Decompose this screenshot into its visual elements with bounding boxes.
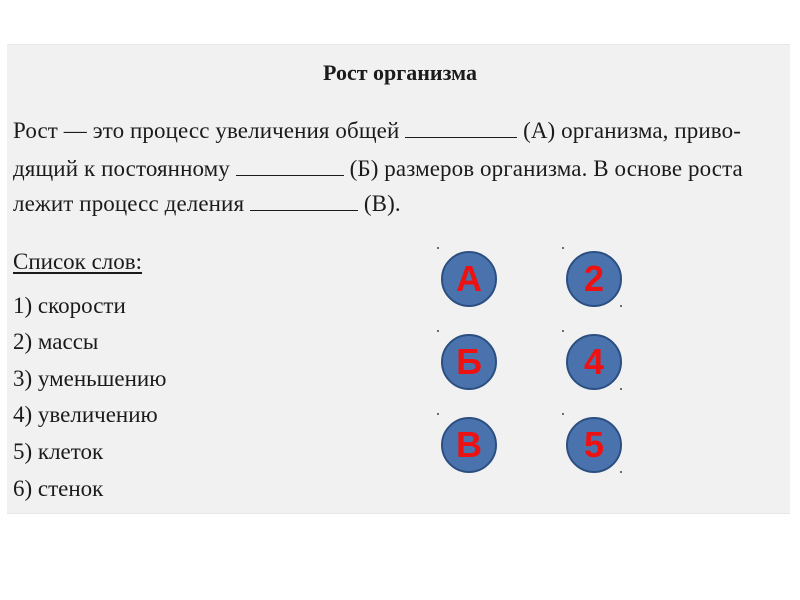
word-item: 1) скорости	[13, 293, 126, 318]
word-list-title: Список слов:	[13, 249, 143, 274]
grid-dot	[620, 471, 622, 473]
answer-letter-circle	[441, 251, 497, 307]
word-item: 4) увеличению	[13, 402, 158, 427]
answer-number: 2	[583, 258, 605, 299]
word-item: 5) клеток	[13, 439, 104, 464]
answer-number: 4	[583, 341, 605, 382]
text-line-1	[13, 118, 741, 144]
blank-b	[236, 174, 344, 176]
answer-letter: Б	[456, 341, 482, 382]
text-line-2-start: дящий к постоянному	[13, 156, 230, 181]
answer-number-circle	[566, 251, 622, 307]
grid-dot	[562, 247, 564, 249]
text-line-2-end: (Б) размеров организма. В основе роста	[349, 156, 743, 181]
grid-dot	[437, 330, 439, 332]
blank-a	[405, 136, 517, 138]
grid-dot	[620, 305, 622, 307]
word-item: 3) уменьшению	[13, 366, 167, 391]
answer-letter-circle	[441, 334, 497, 390]
text-line-1-start: Рост — это процесс увеличения общей	[13, 118, 400, 143]
answer-number-circle	[566, 334, 622, 390]
grid-dot	[437, 413, 439, 415]
grid-dot	[562, 330, 564, 332]
worksheet-title: Рост организма	[323, 60, 477, 85]
grid-dot	[562, 413, 564, 415]
answer-letter: А	[456, 258, 482, 299]
answer-letter-circle	[441, 417, 497, 473]
scanned-worksheet	[7, 44, 790, 514]
grid-dot	[437, 247, 439, 249]
word-item: 6) стенок	[13, 476, 104, 501]
answer-number-circle	[566, 417, 622, 473]
text-line-3-start: лежит процесс деления	[13, 191, 245, 216]
text-line-3	[13, 191, 401, 217]
grid-dot	[620, 388, 622, 390]
answer-number: 5	[583, 424, 605, 465]
blank-c	[250, 209, 358, 211]
text-line-2	[13, 156, 743, 182]
text-line-3-end: (В).	[363, 191, 401, 216]
answer-letter: В	[456, 424, 482, 465]
word-item: 2) массы	[13, 329, 99, 354]
text-line-1-end: (А) организма, приво-	[523, 118, 741, 143]
